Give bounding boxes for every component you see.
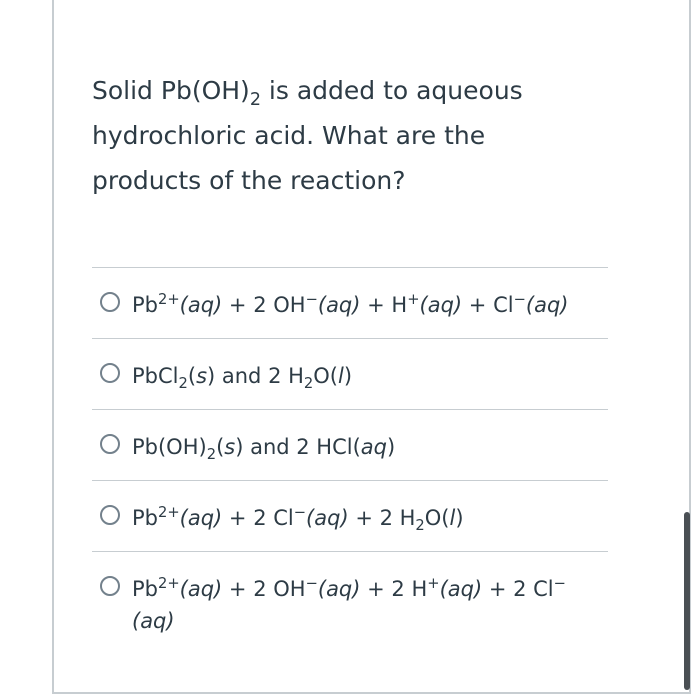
answer-fragment: + 2 OH (222, 293, 306, 317)
answer-option-4[interactable] (92, 481, 608, 552)
answer-fragment: Pb(OH) (132, 435, 207, 459)
answer-fragment: + (427, 575, 440, 592)
radio-button-icon[interactable] (100, 292, 120, 312)
scrollbar[interactable] (684, 512, 690, 690)
answer-option-3[interactable] (92, 410, 608, 481)
answer-fragment: − (305, 291, 318, 308)
answer-fragment: + 2 H (360, 577, 428, 601)
answer-option-1[interactable] (92, 268, 608, 339)
answer-fragment: 2 (206, 446, 217, 464)
answer-fragment: ( (216, 435, 225, 459)
answer-list (92, 267, 608, 652)
answer-fragment: − (305, 575, 318, 592)
answer-fragment: aq (360, 435, 387, 459)
answer-fragment: ) and 2 H (207, 364, 304, 388)
answer-fragment: (aq) (179, 293, 223, 317)
answer-fragment: s (224, 435, 236, 459)
radio-button-icon[interactable] (100, 576, 120, 596)
answer-text (132, 289, 572, 321)
answer-fragment: 2+ (158, 504, 180, 521)
answer-fragment: PbCl (132, 364, 179, 388)
question-part-2: is added to aqueous hydrochloric acid. What are the products of the reaction? (92, 76, 523, 195)
answer-fragment: ) and 2 HCl( (235, 435, 361, 459)
answer-fragment: ( (187, 364, 197, 388)
answer-fragment: (aq) (525, 293, 569, 317)
answer-fragment: Pb (132, 506, 158, 530)
question-text (92, 68, 562, 203)
answer-option-2[interactable] (92, 339, 608, 410)
answer-fragment: 2 (178, 375, 188, 393)
answer-fragment: O( (424, 506, 450, 530)
question-subscript: 2 (249, 90, 261, 110)
answer-fragment: (aq) (179, 506, 223, 530)
answer-fragment: (aq) (179, 577, 223, 601)
answer-fragment: + 2 OH (222, 577, 306, 601)
answer-fragment: (aq) (306, 506, 349, 530)
answer-text (132, 573, 572, 637)
answer-fragment: (aq) (317, 293, 361, 317)
answer-fragment: O( (313, 364, 338, 388)
radio-button-icon[interactable] (100, 434, 120, 454)
answer-fragment: s (196, 364, 208, 388)
answer-fragment: + H (360, 293, 408, 317)
answer-fragment: ) (455, 506, 464, 530)
answer-fragment: (aq) (419, 293, 463, 317)
answer-fragment: + 2 H (348, 506, 416, 530)
radio-button-icon[interactable] (100, 505, 120, 525)
answer-fragment: + Cl (462, 293, 514, 317)
answer-fragment: + 2 Cl (482, 577, 554, 601)
answer-fragment: − (293, 504, 307, 521)
radio-button-icon[interactable] (100, 363, 120, 383)
answer-option-5[interactable] (92, 552, 608, 652)
answer-fragment: + 2 Cl (222, 506, 294, 530)
answer-fragment: 2+ (158, 575, 180, 592)
answer-fragment: + (407, 291, 420, 308)
answer-text (132, 502, 572, 534)
answer-fragment: 2 (303, 375, 314, 393)
answer-fragment: (aq) (132, 609, 175, 633)
answer-fragment: − (513, 291, 526, 308)
answer-fragment: − (553, 575, 566, 592)
answer-fragment: 2 (415, 517, 425, 535)
answer-fragment: (aq) (317, 577, 361, 601)
answer-text (132, 431, 572, 463)
answer-fragment: Pb (132, 293, 158, 317)
answer-fragment: Pb (132, 577, 158, 601)
question-card (52, 0, 691, 694)
answer-fragment: (aq) (439, 577, 483, 601)
answer-text (132, 360, 572, 392)
answer-fragment: ) (343, 364, 353, 388)
answer-fragment: l (449, 506, 456, 530)
question-part-1: Solid Pb(OH) (92, 76, 250, 105)
answer-fragment: ) (387, 435, 396, 459)
answer-fragment: 2+ (158, 291, 180, 308)
answer-fragment: l (338, 364, 344, 388)
